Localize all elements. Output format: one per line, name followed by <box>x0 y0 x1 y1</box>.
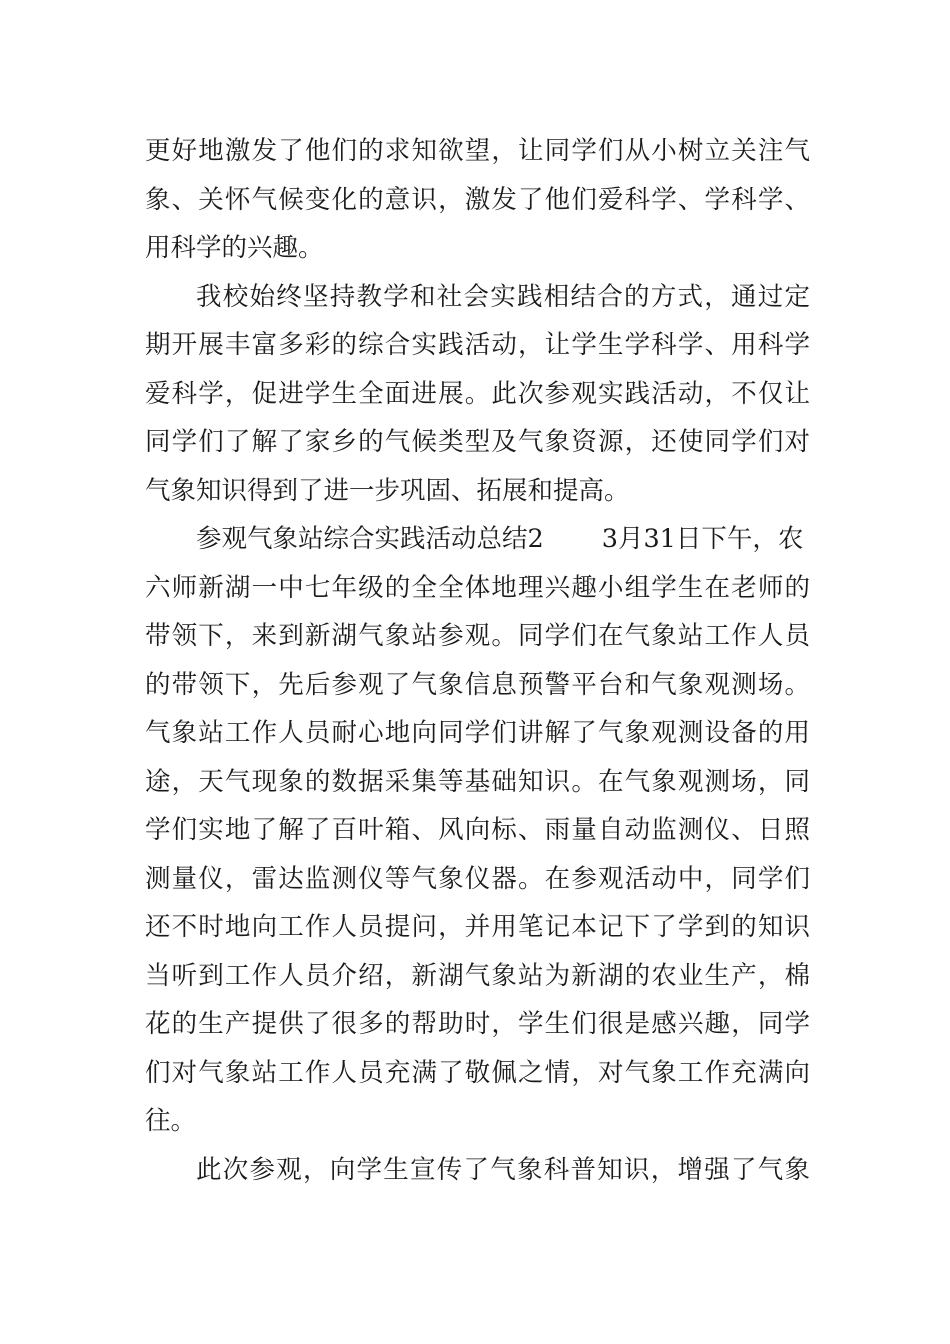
text-line: 六师新湖一中七年级的全全体地理兴趣小组学生在老师的 <box>145 572 810 603</box>
text-line: 们对气象站工作人员充满了敬佩之情，对气象工作充满向 <box>145 1057 810 1088</box>
text-line: 当听到工作人员介绍，新湖气象站为新湖的农业生产，棉 <box>145 960 810 991</box>
text-line: 同学们了解了家乡的气候类型及气象资源，还使同学们对 <box>145 427 810 457</box>
text-line: 学们实地了解了百叶箱、风向标、雨量自动监测仪、日照 <box>145 815 810 845</box>
text-line: 气象站工作人员耐心地向同学们讲解了气象观测设备的用 <box>145 718 810 748</box>
text-line: 我校始终坚持教学和社会实践相结合的方式，通过定 <box>196 281 810 312</box>
section-heading: 参观气象站综合实践活动总结2 <box>196 524 544 554</box>
text-line: 更好地激发了他们的求知欲望，让同学们从小树立关注气 <box>145 136 810 166</box>
paragraph <box>145 515 810 1146</box>
text-line: 还不时地向工作人员提问，并用笔记本记下了学到的知识 <box>145 912 810 942</box>
text-line: 途，天气现象的数据采集等基础知识。在气象观测场，同 <box>145 766 810 797</box>
text-line: 测量仪，雷达监测仪等气象仪器。在参观活动中，同学们 <box>145 863 810 894</box>
paragraph <box>145 1146 810 1195</box>
text-line: 象、关怀气候变化的意识，激发了他们爱科学、学科学、 <box>145 184 810 215</box>
paragraph <box>145 127 810 273</box>
text-line: 用科学的兴趣。 <box>145 233 324 263</box>
text-line: 气象知识得到了进一步巩固、拓展和提高。 <box>145 475 630 506</box>
text-line: 期开展丰富多彩的综合实践活动，让学生学科学、用科学 <box>145 330 810 360</box>
heading-line <box>145 515 810 564</box>
text-line: 往。 <box>145 1106 197 1136</box>
text-line: 此次参观，向学生宣传了气象科普知识，增强了气象 <box>196 1154 810 1185</box>
document-body <box>145 127 810 1194</box>
text-line: 带领下，来到新湖气象站参观。同学们在气象站工作人员 <box>145 621 810 651</box>
text-line: 花的生产提供了很多的帮助时，学生们很是感兴趣，同学 <box>145 1009 810 1039</box>
heading-tail: 3月31日下午，农 <box>601 524 804 554</box>
text-line: 的带领下，先后参观了气象信息预警平台和气象观测场。 <box>145 669 810 700</box>
paragraph <box>145 273 810 516</box>
text-line: 爱科学，促进学生全面进展。此次参观实践活动，不仅让 <box>145 378 810 409</box>
